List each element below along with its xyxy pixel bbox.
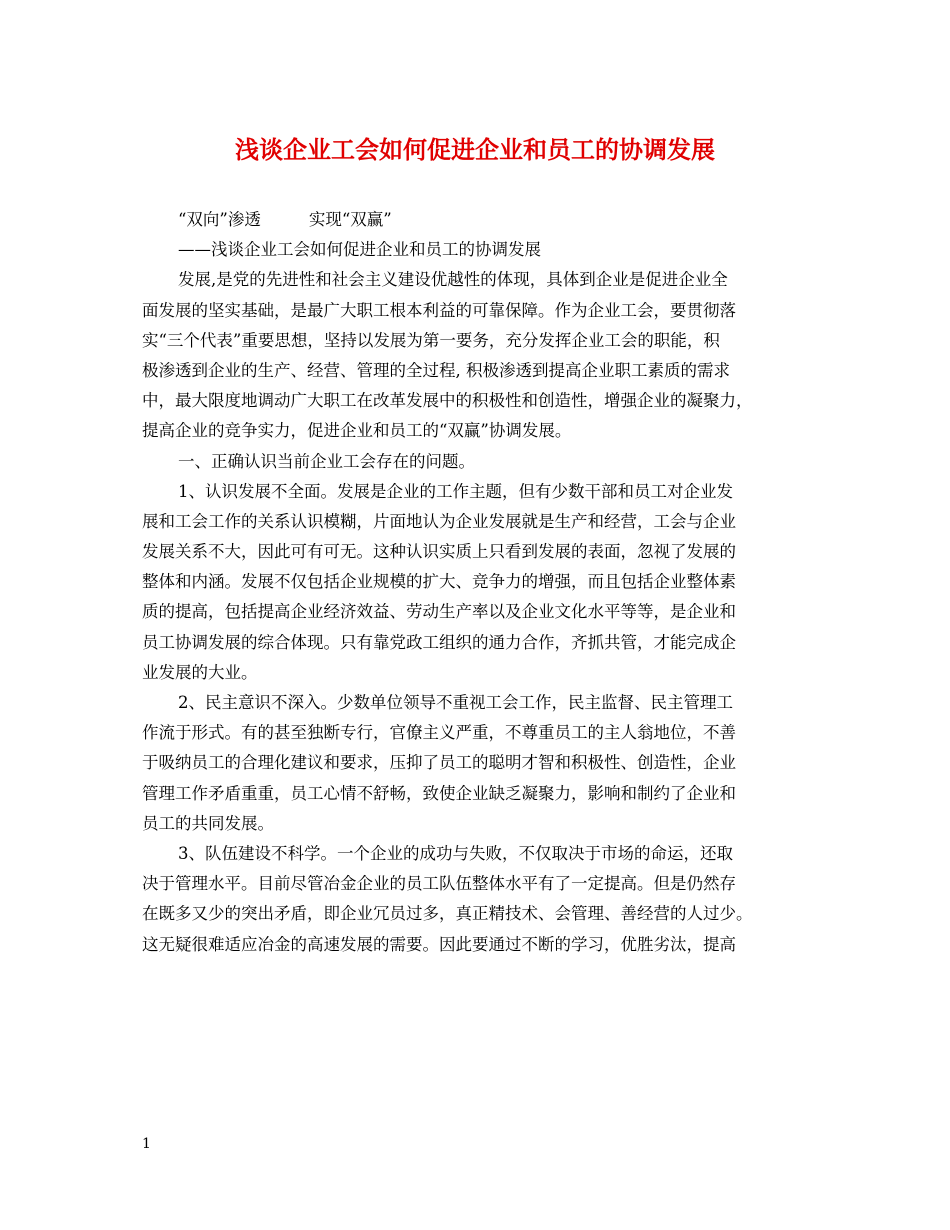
text-line: 业发展的大业。 [142, 662, 258, 682]
document-title: 浅谈企业工会如何促进企业和员工的协调发展 [235, 135, 715, 164]
text-line: 在既多又少的突出矛盾，即企业冗员过多，真正精技术、会管理、善经营的人过少。 [142, 904, 753, 924]
subheading: ——浅谈企业工会如何促进企业和员工的协调发展 [178, 240, 541, 260]
text-line: 发展关系不大，因此可有可无。这种认识实质上只看到发展的表面，忽视了发展的 [142, 542, 736, 562]
text-line: 极渗透到企业的生产、经营、管理的全过程, 积极渗透到提高企业职工素质的需求 [142, 360, 730, 380]
subtitle-right: 实现“双赢” [308, 210, 392, 229]
text-line: 整体和内涵。发展不仅包括企业规模的扩大、竞争力的增强，而且包括企业整体素 [142, 572, 736, 592]
text-line: 中，最大限度地调动广大职工在改革发展中的积极性和创造性，增强企业的凝聚力， [142, 391, 753, 411]
paragraph-lines [142, 265, 812, 959]
text-line: 3、队伍建设不科学。一个企业的成功与失败，不仅取决于市场的命运，还取 [178, 843, 733, 863]
text-line: 管理工作矛盾重重，员工心情不舒畅，致使企业缺乏凝聚力，影响和制约了企业和 [142, 783, 736, 803]
text-line: 发展,是党的先进性和社会主义建设优越性的体现，具体到企业是促进企业全 [178, 270, 728, 290]
text-line: 面发展的坚实基础，是最广大职工根本利益的可靠保障。作为企业工会，要贯彻落 [142, 300, 736, 320]
document-body [142, 205, 812, 960]
text-line: 作流于形式。有的甚至独断专行，官僚主义严重，不尊重员工的主人翁地位，不善 [142, 723, 736, 743]
text-line: 一、正确认识当前企业工会存在的问题。 [178, 451, 475, 471]
text-line: 于吸纳员工的合理化建议和要求，压抑了员工的聪明才智和积极性、创造性，企业 [142, 753, 736, 773]
subtitle-left: “双向”渗透 [178, 210, 261, 229]
text-line: 实“三个代表”重要思想，坚持以发展为第一要务，充分发挥企业工会的职能，积 [142, 330, 720, 350]
text-line: 提高企业的竞争实力，促进企业和员工的“双赢”协调发展。 [142, 421, 572, 441]
subtitle-row [142, 205, 812, 235]
page-number: 1 [142, 1136, 151, 1152]
text-line: 质的提高，包括提高企业经济效益、劳动生产率以及企业文化水平等等，是企业和 [142, 602, 736, 622]
text-line: 2、民主意识不深入。少数单位领导不重视工会工作，民主监督、民主管理工 [178, 693, 733, 712]
text-line: 展和工会工作的关系认识模糊，片面地认为企业发展就是生产和经营，工会与企业 [142, 511, 736, 531]
text-line: 员工的共同发展。 [142, 813, 274, 833]
text-line: 这无疑很难适应冶金的高速发展的需要。因此要通过不断的学习，优胜劣汰，提高 [142, 934, 736, 954]
text-line: 1、认识发展不全面。发展是企业的工作主题，但有少数干部和员工对企业发 [178, 481, 733, 501]
text-line: 员工协调发展的综合体现。只有靠党政工组织的通力合作，齐抓共管，才能完成企 [142, 632, 736, 652]
text-line: 决于管理水平。目前尽管冶金企业的员工队伍整体水平有了一定提高。但是仍然存 [142, 874, 736, 894]
